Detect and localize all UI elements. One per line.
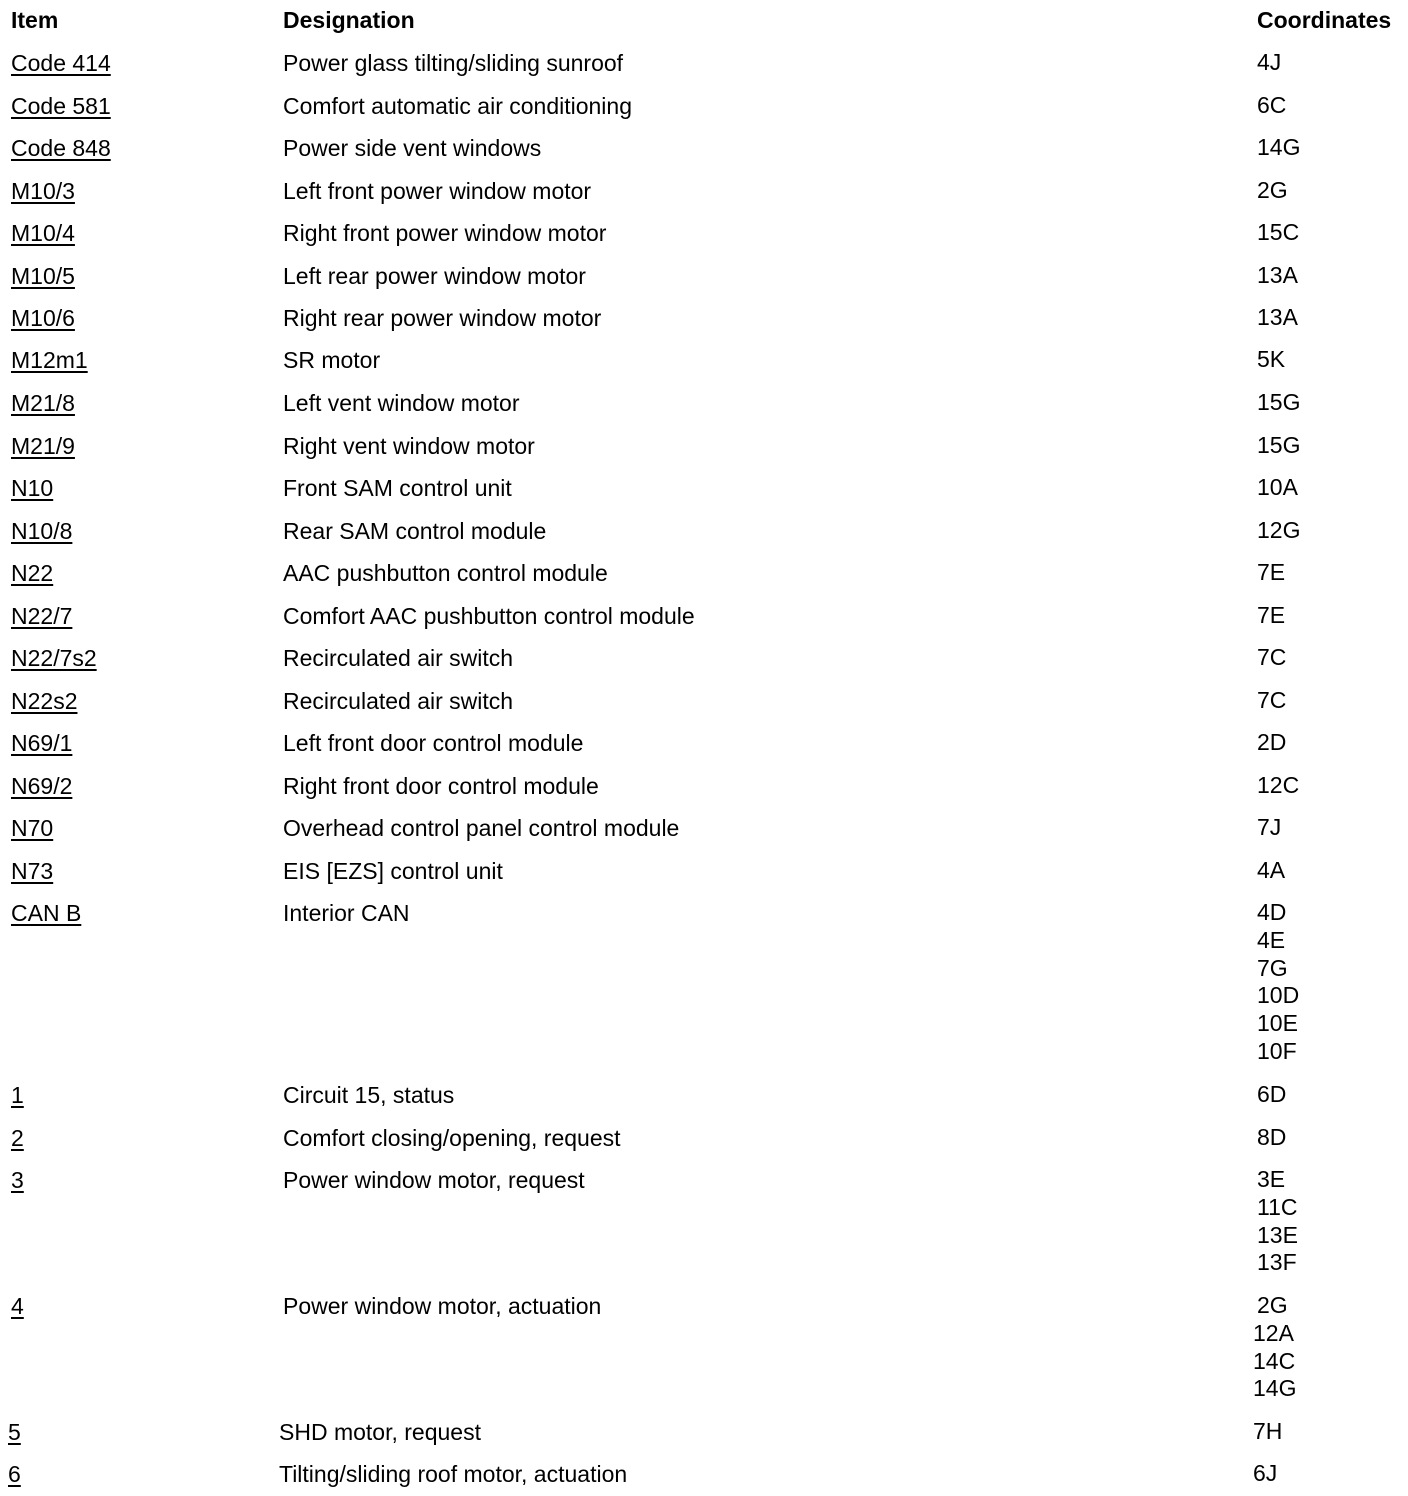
- item-link[interactable]: N69/2: [11, 773, 73, 799]
- item-link[interactable]: N70: [11, 815, 54, 841]
- coordinate-value: 6D: [1257, 1081, 1287, 1107]
- designation-text: Comfort automatic air conditioning: [283, 93, 632, 119]
- coordinate-value: 13E: [1257, 1221, 1298, 1248]
- designation-text: SHD motor, request: [279, 1419, 481, 1445]
- designation-text: Power side vent windows: [283, 135, 542, 161]
- designation-text: Circuit 15, status: [283, 1082, 455, 1108]
- item-link[interactable]: Code 414: [11, 50, 111, 76]
- coordinate-value: 13A: [1257, 304, 1298, 330]
- item-link[interactable]: M10/3: [11, 178, 75, 204]
- coordinate-value: 6C: [1257, 92, 1287, 118]
- item-link[interactable]: CAN B: [11, 900, 82, 926]
- item-link[interactable]: N10/8: [11, 518, 73, 544]
- item-link[interactable]: N22: [11, 560, 54, 586]
- coordinates-cell: [1257, 729, 1286, 757]
- item-link[interactable]: 2: [11, 1125, 24, 1151]
- designation-text: Front SAM control unit: [283, 475, 512, 501]
- coordinate-value: 11C: [1257, 1193, 1298, 1220]
- coordinates-cell: [1257, 644, 1286, 672]
- coordinates-cell: [1257, 134, 1300, 162]
- item-link[interactable]: N10: [11, 475, 54, 501]
- coordinates-cell: [1257, 474, 1298, 502]
- designation-text: Power glass tilting/sliding sunroof: [283, 50, 624, 76]
- designation-text: Recirculated air switch: [283, 688, 514, 714]
- coordinate-value: 6J: [1253, 1460, 1278, 1486]
- coordinate-value: 7E: [1257, 602, 1286, 628]
- coordinate-value: 10D: [1257, 982, 1300, 1009]
- coordinates-cell: [1257, 346, 1285, 374]
- designation-text: Comfort AAC pushbutton control module: [283, 603, 695, 629]
- coordinates-cell: [1257, 1124, 1286, 1152]
- item-link[interactable]: Code 581: [11, 93, 111, 119]
- coordinates-cell: [1257, 1081, 1286, 1109]
- coordinates-cell: [1253, 1292, 1296, 1403]
- coordinate-value: 2D: [1257, 729, 1287, 755]
- coordinate-value: 10A: [1257, 474, 1298, 500]
- item-link[interactable]: N73: [11, 858, 54, 884]
- coordinate-value: 7G: [1257, 954, 1288, 981]
- header-item: Item: [11, 7, 59, 33]
- designation-text: Left front door control module: [283, 730, 584, 756]
- coordinates-cell: [1257, 559, 1285, 587]
- coordinate-value: 12G: [1257, 517, 1301, 543]
- coordinates-cell: [1257, 1166, 1298, 1277]
- coordinate-value: 3E: [1257, 1166, 1286, 1192]
- coordinates-cell: [1257, 262, 1298, 290]
- designation-text: Power window motor, request: [283, 1167, 585, 1193]
- coordinates-cell: [1257, 304, 1298, 332]
- designation-text: Right rear power window motor: [283, 305, 602, 331]
- coordinate-value: 8D: [1257, 1124, 1287, 1150]
- coordinate-value: 14G: [1253, 1375, 1297, 1402]
- item-link[interactable]: Code 848: [11, 135, 111, 161]
- coordinates-cell: [1257, 177, 1288, 205]
- item-link[interactable]: 4: [11, 1293, 24, 1319]
- coordinates-cell: [1257, 517, 1300, 545]
- coordinates-cell: [1253, 1418, 1282, 1446]
- coordinates-cell: [1257, 92, 1286, 120]
- item-link[interactable]: N22/7: [11, 603, 73, 629]
- designation-text: Left vent window motor: [283, 390, 520, 416]
- coordinate-value: 7E: [1257, 559, 1286, 585]
- designation-text: Tilting/sliding roof motor, actuation: [279, 1461, 628, 1487]
- coordinate-value: 4D: [1257, 899, 1287, 925]
- item-link[interactable]: 6: [8, 1461, 21, 1487]
- coordinates-cell: [1257, 772, 1299, 800]
- item-link[interactable]: 1: [11, 1082, 24, 1108]
- item-link[interactable]: 5: [8, 1419, 21, 1445]
- coordinate-value: 7C: [1257, 687, 1287, 713]
- item-link[interactable]: N69/1: [11, 730, 73, 756]
- header-designation: Designation: [283, 7, 415, 33]
- coordinate-value: 14G: [1257, 134, 1301, 160]
- designation-text: AAC pushbutton control module: [283, 560, 608, 586]
- coordinates-cell: [1257, 219, 1299, 247]
- coordinates-cell: [1257, 814, 1281, 842]
- item-link[interactable]: N22/7s2: [11, 645, 97, 671]
- designation-text: Recirculated air switch: [283, 645, 514, 671]
- coordinates-cell: [1257, 432, 1300, 460]
- coordinate-value: 13F: [1257, 1249, 1297, 1276]
- designation-text: Right front power window motor: [283, 220, 607, 246]
- designation-text: Power window motor, actuation: [283, 1293, 602, 1319]
- item-link[interactable]: 3: [11, 1167, 24, 1193]
- coordinate-value: 7C: [1257, 644, 1287, 670]
- header-coordinates: Coordinates: [1257, 7, 1392, 33]
- coordinate-value: 12A: [1253, 1319, 1294, 1346]
- item-link[interactable]: M10/4: [11, 220, 75, 246]
- designation-text: Right vent window motor: [283, 433, 535, 459]
- designation-text: EIS [EZS] control unit: [283, 858, 503, 884]
- designation-text: Comfort closing/opening, request: [283, 1125, 621, 1151]
- coordinate-value: 7J: [1257, 814, 1282, 840]
- designation-text: Rear SAM control module: [283, 518, 547, 544]
- coordinate-value: 15G: [1257, 432, 1301, 458]
- coordinate-value: 2G: [1257, 177, 1288, 203]
- item-link[interactable]: N22s2: [11, 688, 78, 714]
- coordinates-cell: [1257, 602, 1285, 630]
- coordinate-value: 4E: [1257, 926, 1286, 953]
- designation-text: Interior CAN: [283, 900, 410, 926]
- item-link[interactable]: M12m1: [11, 347, 88, 373]
- designation-text: SR motor: [283, 347, 381, 373]
- designation-text: Left front power window motor: [283, 178, 592, 204]
- item-link[interactable]: M10/6: [11, 305, 75, 331]
- coordinate-value: 15C: [1257, 219, 1300, 245]
- coordinate-value: 4J: [1257, 49, 1282, 75]
- coordinate-value: 4A: [1257, 857, 1286, 883]
- coordinate-value: 15G: [1257, 389, 1301, 415]
- designation-text: Left rear power window motor: [283, 263, 586, 289]
- coordinate-value: 13A: [1257, 262, 1298, 288]
- coordinates-cell: [1257, 687, 1286, 715]
- coordinate-value: 2G: [1257, 1292, 1288, 1318]
- coordinates-cell: [1257, 49, 1281, 77]
- coordinate-value: 10F: [1257, 1037, 1297, 1064]
- item-link[interactable]: M21/8: [11, 390, 75, 416]
- coordinate-value: 10E: [1257, 1010, 1298, 1037]
- item-link[interactable]: M21/9: [11, 433, 75, 459]
- coordinates-cell: [1257, 857, 1285, 885]
- coordinates-cell: [1253, 1460, 1277, 1488]
- coordinate-value: 12C: [1257, 772, 1300, 798]
- coordinate-value: 7H: [1253, 1418, 1283, 1444]
- coordinate-value: 14C: [1253, 1347, 1296, 1374]
- coordinates-cell: [1257, 389, 1300, 417]
- designation-text: Right front door control module: [283, 773, 599, 799]
- coordinates-cell: [1257, 899, 1299, 1066]
- coordinate-value: 5K: [1257, 346, 1286, 372]
- item-link[interactable]: M10/5: [11, 263, 75, 289]
- designation-text: Overhead control panel control module: [283, 815, 680, 841]
